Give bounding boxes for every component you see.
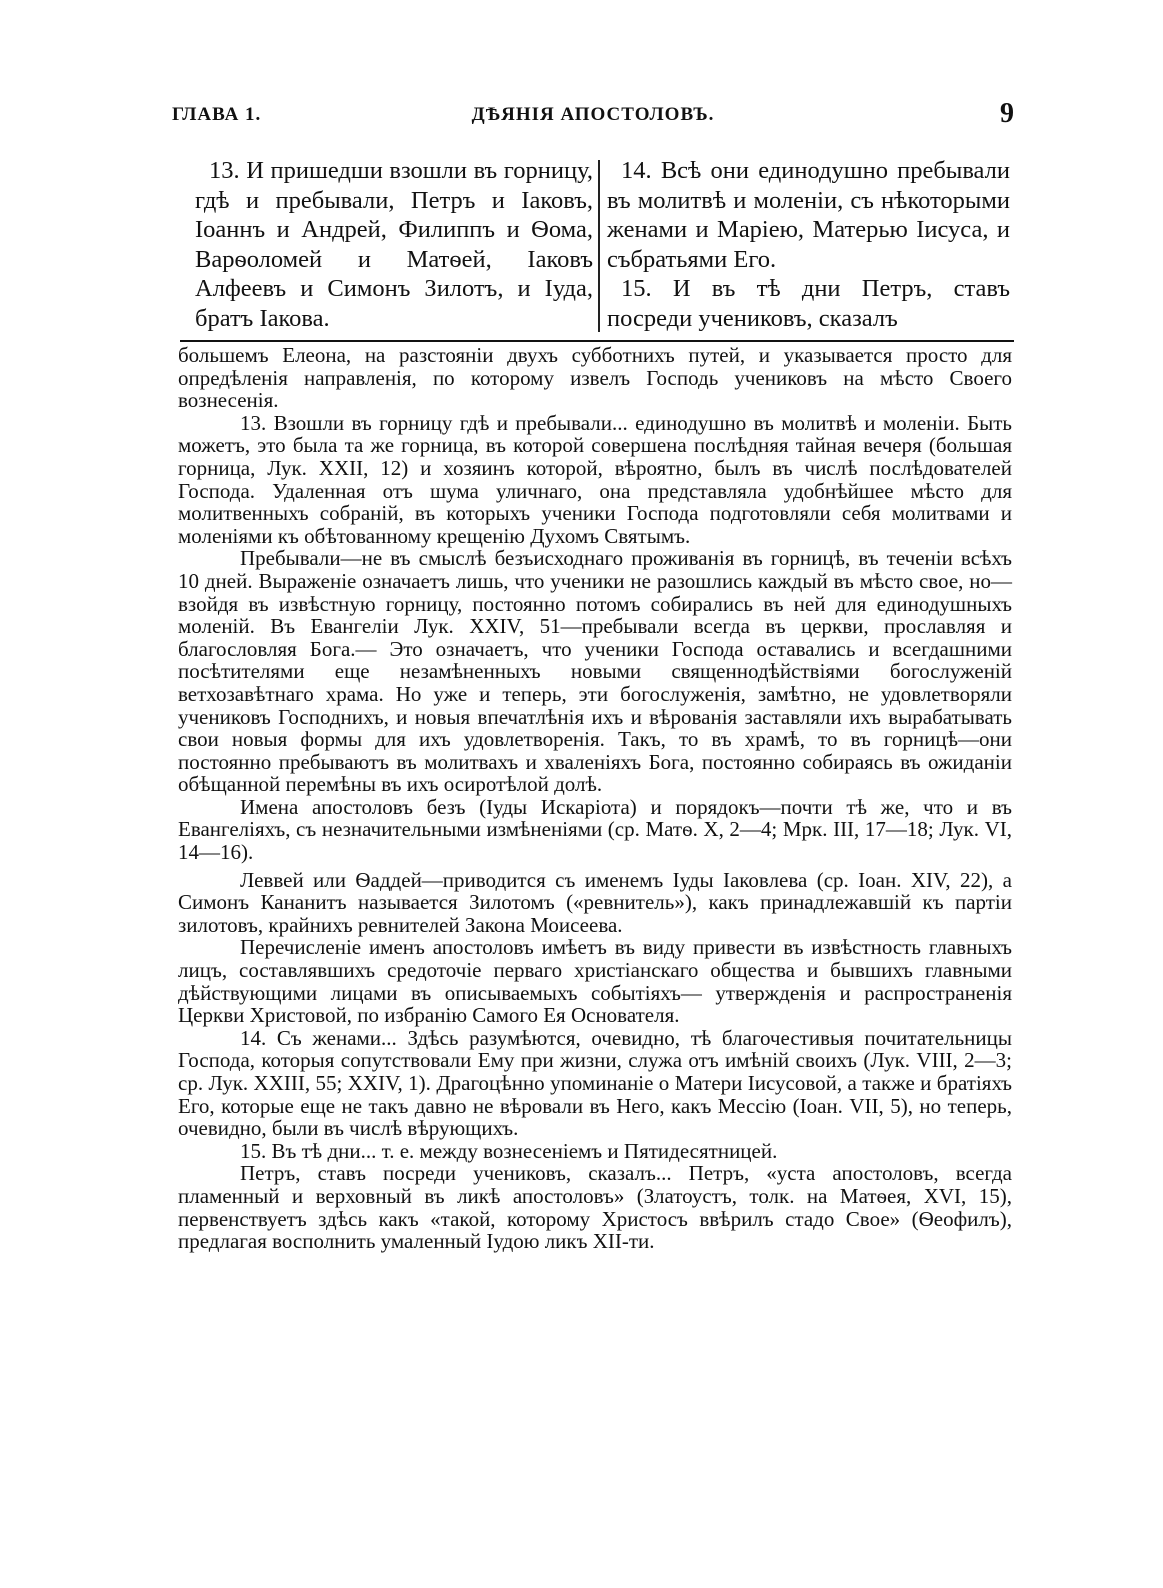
commentary-paragraph: большемъ Елеона, на разстояніи двухъ субботнихъ путей, и указывается просто для опредѣленія направленія, по которому извелъ Господь учениковъ на мѣсто Своего вознесенія. bbox=[178, 343, 1012, 413]
commentary-paragraph: 15. Въ тѣ дни... т. е. между вознесеніемъ и Пятидесятницей. bbox=[240, 1138, 778, 1163]
verse-13: 13. И пришедши взошли въ горницу, гдѣ и пребывали, Петръ и Іаковъ, Іоаннъ и Андрей, Филиппъ и Ѳома, Варѳоломей и Матѳей, Іаковъ Алфеевъ и Симонъ Зилотъ, и Іуда, братъ Іакова. bbox=[195, 157, 593, 332]
commentary-paragraph: Пребывали—не въ смыслѣ безъисходнаго проживанія въ горницѣ, въ теченіи всѣхъ 10 дней. Выраженіе означаетъ лишь, что ученики не разошлись каждый въ мѣсто свое, но—взойдя въ извѣстную горницу, постоянно потомъ собирались въ ней для единодушныхъ моленій. Въ Евангеліи Лук. XXIV, 51—пребывали всегда въ церкви, прославляя и благословляя Бога.— Это означаетъ, что ученики Господа оставались и всегдашними посѣтителями еще незамѣненныхъ новыми священнодѣйствіями богослуженій ветхозавѣтнаго храма. Но уже и теперь, эти богослуженія, замѣтно, не удовлетворяли учениковъ Господнихъ, и новыя впечатлѣнія ихъ и вѣрованія заставляли ихъ вырабатывать свои новыя формы для ихъ удовлетворенія. Такъ, то въ храмѣ, то въ горницѣ—они постоянно пребываютъ въ молитвахъ и хваленіяхъ Бога, постоянно собираясь въ ожиданіи обѣщанной перемѣны въ ихъ осиротѣлой долѣ. bbox=[178, 546, 1012, 797]
scripture-columns bbox=[195, 156, 1010, 336]
verse-14: 14. Всѣ они единодушно пребывали въ молитвѣ и моленіи, съ нѣкоторыми женами и Маріею, Матерью Іисуса, и събратьями Его. bbox=[607, 157, 1010, 273]
column-divider bbox=[598, 160, 600, 332]
horizontal-rule bbox=[180, 340, 1014, 342]
commentary-paragraph: 14. Съ женами... Здѣсь разумѣются, очевидно, тѣ благочестивыя почитательницы Господа, которыя сопутствовали Ему при жизни, служа отъ имѣній своихъ (Лук. VIII, 2—3; ср. Лук. XXIII, 55; XXIV, 1). Драгоцѣнно упоминаніе о Матери Іисусовой, а также и братіяхъ Его, которые еще не такъ давно не вѣровали въ Него, какъ Мессію (Іоан. VII, 5), но теперь, очевидно, были въ числѣ вѣрующихъ. bbox=[178, 1025, 1012, 1141]
chapter-label: ГЛАВА 1. bbox=[172, 104, 262, 125]
page-number: 9 bbox=[1000, 98, 1014, 129]
commentary-text bbox=[178, 344, 1012, 1253]
commentary-paragraph: Петръ, ставъ посреди учениковъ, сказалъ... Петръ, «уста апостоловъ, всегда пламенный и верховный въ ликѣ апостоловъ» (Златоустъ, толк. на Матѳея, XVI, 15), первенствуетъ здѣсь какъ «такой, которому Христосъ ввѣрилъ стадо Свое» (Ѳеофилъ), предлагая восполнить умаленный Іудою ликъ XII-ти. bbox=[178, 1161, 1012, 1254]
commentary-paragraph: 13. Взошли въ горницу гдѣ и пребывали... единодушно въ молитвѣ и моленіи. Быть можетъ, это была та же горница, въ которой совершена послѣдняя тайная вечеря (большая горница, Лук. XXII, 12) и хозяинъ которой, вѣроятно, былъ въ числѣ послѣдователей Господа. Удаленная отъ шума уличнаго, она представляла удобнѣйшее мѣсто для молитвенныхъ собраній, въ которыхъ ученики Господа подготовляли себя молитвами и моленіями къ обѣтованному крещенію Духомъ Святымъ. bbox=[178, 410, 1012, 548]
commentary-paragraph: Имена апостоловъ безъ (Іуды Искаріота) и порядокъ—почти тѣ же, что и въ Евангеліяхъ, съ незначительными измѣненіями (ср. Матѳ. X, 2—4; Мрк. III, 17—18; Лук. VI, 14—16). bbox=[178, 794, 1012, 865]
book-title: ДѢЯНІЯ АПОСТОЛОВЪ. bbox=[471, 104, 715, 125]
scripture-right-column bbox=[607, 156, 1010, 333]
running-header bbox=[172, 98, 1014, 132]
verse-15: 15. И въ тѣ дни Петръ, ставъ посреди учениковъ, сказалъ bbox=[607, 275, 1010, 332]
commentary-paragraph: Перечисленіе именъ апостоловъ имѣетъ въ виду привести въ извѣстность главныхъ лицъ, составлявшихъ средоточіе перваго христіанскаго общества и бывшихъ главными дѣйствующими лицами въ описываемыхъ событіяхъ— утвержденія и распространенія Церкви Христовой, по избранію Самого Ея Основателя. bbox=[178, 935, 1012, 1028]
scripture-left-column bbox=[195, 156, 593, 333]
commentary-paragraph: Леввей или Ѳаддей—приводится съ именемъ Іуды Іаковлева (ср. Іоан. XIV, 22), а Симонъ Кананитъ называется Зилотомъ («ревнитель»), какъ принадлежавшій къ партіи зилотовъ, крайнихъ ревнителей Закона Моисеева. bbox=[178, 867, 1012, 937]
